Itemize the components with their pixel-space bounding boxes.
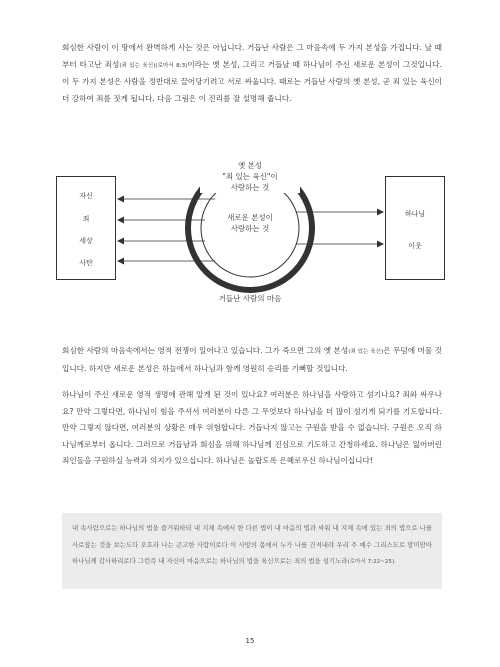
new-nature-label-line: 새로운 본성이 (227, 213, 273, 222)
scripture-reference: (죄 있는 육신)(로마서 8:3) (119, 62, 188, 69)
quote-reference: (로마서 7:22~25). (347, 559, 396, 565)
paragraph-text: 회심한 사람이 이 땅에서 완벽하게 사는 것은 아닙니다. 거듭난 사람은 그 마음속에 두 가지 본성을 가집니다. 날 때부터 타고난 죄성 (62, 43, 442, 69)
scripture-quote-box (62, 513, 442, 589)
box-item-satan: 사탄 (79, 259, 93, 267)
box-item-god: 하나님 (404, 210, 426, 218)
paragraph-text: 이라는 옛 본성, 그리고 거듭날 때 하나님이 주신 새로운 본성이 그것입니다. 이 두 가지 본성은 사람을 정반대로 끌어당기려고 서로 싸웁니다. 때로는 거듭난 사람의 옛 본성, 곧 죄 있는 육신이 더 강하여 죄를 짓게 됩니다. 다음 그림은 이 진리를 잘 설명해 줍니다. (62, 59, 442, 103)
application-paragraph: 하나님이 주신 새로운 영적 생명에 관해 알게 된 것이 있나요? 여러분은 하나님을 사랑하고 섬기나요? 죄와 싸우나요? 만약 그렇다면, 하나님이 힘을 주셔서 여러분이 다른 그 무엇보다 하나님을 더 많이 섬기게 되기를 기도합니다. 만약 그렇지 않다면, 여러분의 상황은 매우 위험합니다. 거듭나지 않고는 구원을 받을 수 없습니다. 구원은 오직 하나님께로부터 옵니다. 그러므로 거듭남과 회심을 위해 하나님께 진심으로 기도하고 간청하세요. 하나님은 잃어버린 죄인들을 구원하실 능력과 의지가 있으십니다. 하나님은 놀랍도록 은혜로우신 하나님이십니다! (62, 390, 442, 466)
box-item-world: 세상 (79, 237, 93, 245)
paragraph-text: 은 무덤에 머물 것입니다. 하지만 새로운 본성은 하늘에서 하나님과 함께 영원히 승리를 기뻐할 것입니다. (62, 346, 442, 373)
old-nature-label-line: "죄 있는 육신"이 (222, 172, 278, 181)
old-nature-label-line: 옛 본성 (237, 161, 263, 170)
old-nature-label (200, 160, 300, 193)
box-item-self: 자신 (79, 192, 93, 200)
new-nature-label (205, 212, 295, 234)
scripture-reference: (죄 있는 육신) (348, 349, 384, 355)
page-number: 15 (245, 637, 255, 645)
godly-loves-box (385, 176, 445, 280)
box-item-sin: 죄 (82, 215, 90, 223)
worldly-loves-box (56, 176, 116, 280)
quote-text: 내 속사람으로는 하나님의 법을 즐거워하되 내 지체 속에서 한 다른 법이 내 마음의 법과 싸워 내 지체 속에 있는 죄의 법으로 나를 사로잡는 것을 보는도다 오호라 나는 곤고한 사람이로다 이 사망의 몸에서 누가 나를 건져내랴 우리 주 예수 그리스도로 말미암아 하나님께 감사하리로다 그런즉 내 자신이 마음으로는 하나님의 법을 육신으로는 죄의 법을 섬기노라 (72, 524, 432, 565)
scripture-quote (72, 520, 432, 571)
box-item-neighbor: 이웃 (408, 242, 422, 250)
spiritual-war-paragraph (62, 343, 442, 377)
diagram-caption: 거듭난 사람의 마음 (218, 294, 282, 303)
old-nature-label-line: 사랑하는 것 (230, 183, 270, 192)
new-nature-label-line: 사랑하는 것 (230, 224, 270, 233)
paragraph-text: 회심한 사람의 마음속에서는 영적 전쟁이 일어나고 있습니다. 그가 죽으면 그의 옛 본성 (62, 346, 349, 355)
